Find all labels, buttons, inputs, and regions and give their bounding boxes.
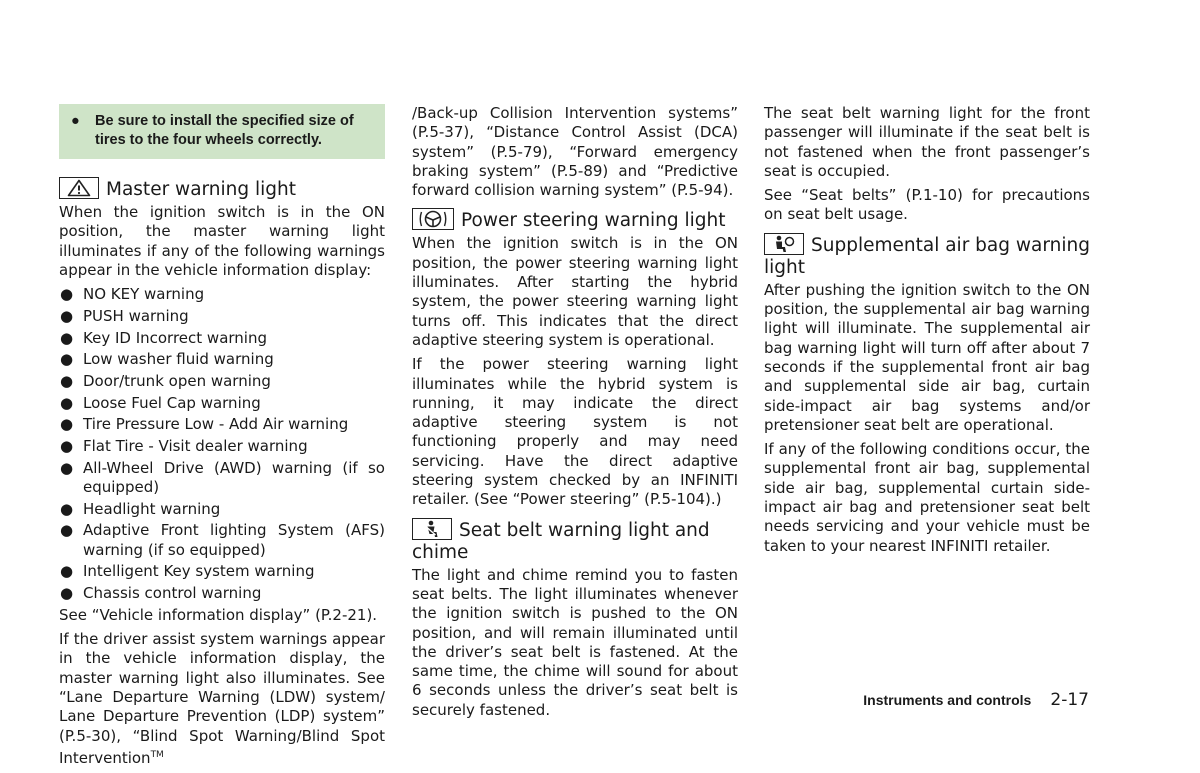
master-warning-intro: When the ignition switch is in the ON position, the master warning light illuminates if any of the following warnings appear in the vehicle information display: (59, 203, 385, 279)
power-steering-title: Power steering warning light (461, 210, 726, 232)
airbag-p2: If any of the following conditions occur, the supplemental front air bag, supplemental side air bag, supplemental curtain side-impact air bag and pretensioner seat belt needs servicing and your vehicle must be taken to your nearest INFINITI retailer. (764, 440, 1090, 555)
list-item: ● Low washer fluid warning (60, 350, 274, 369)
list-item: ● PUSH warning (60, 306, 189, 325)
master-warning-heading (59, 177, 385, 201)
power-steering-heading (412, 208, 738, 232)
page-footer (863, 690, 1089, 710)
page-number: 2-17 (1050, 690, 1089, 710)
list-item: ● Flat Tire - Visit dealer warning (60, 437, 308, 455)
airbag-title: Supplemental air bag warning light (764, 234, 1090, 278)
seatbelt-icon (412, 518, 452, 540)
list-item: ● Key ID Incorrect warning (60, 328, 267, 347)
power-steering-p2: If the power steering warning light illuminates while the hybrid system is running, it may indicate the direct adaptive steering system is not functioning properly and may need servicing. Have the direct adaptive steering system checked by an INFINITI retailer. (See “Power steering” (P.5-104).) (412, 355, 738, 509)
warning-list (59, 285, 385, 603)
list-item: ● Chassis control warning (60, 584, 262, 603)
note-text: Be sure to install the specified size of tires to the four wheels correctly. (95, 113, 354, 148)
column-3 (764, 104, 1090, 561)
section-title: Instruments and controls (863, 692, 1032, 708)
list-item: ● NO KEY warning (60, 285, 205, 304)
master-warning-title: Master warning light (106, 179, 297, 200)
power-steering-p1: When the ignition switch is in the ON position, the power steering warning light illuminates. After starting the hybrid system, the power steering warning light turns off. This indicates that the direct adaptive steering system is operational. (412, 234, 738, 349)
driver-assist-text: If the driver assist system warnings appear in the vehicle information display, the master warning light also illuminates. See “Lane Departure Warning (LDW) system/ Lane Departure Prevention (LDP) system” (P.5-30), “Blind Spot Warning/Blind Spot Intervention™ (59, 630, 385, 767)
column-1 (59, 104, 385, 773)
caution-note (59, 104, 385, 159)
driver-assist-continued: /Back-up Collision Intervention systems” (P.5-37), “Distance Control Assist (DCA) system” (P.5-79), “Forward emergency braking system” (P.5-89) and “Predictive forward collision warning system” (P.5-94). (412, 104, 738, 200)
airbag-p1: After pushing the ignition switch to the ON position, the supplemental air bag warning light will illuminate. The supplemental air bag warning light will turn off after about 7 seconds if the supplemental front air bag and supplemental side air bag, curtain side-impact air bag systems and/or pretensioner seat belt are operational. (764, 280, 1090, 434)
list-item: ● Headlight warning (60, 499, 221, 518)
airbag-heading (764, 233, 1090, 279)
seatbelt-p3: See “Seat belts” (P.1-10) for precautions on seat belt usage. (764, 186, 1090, 224)
trademark-superscript: TM (150, 749, 164, 760)
seatbelt-p2: The seat belt warning light for the front passenger will illuminate if the seat belt is not fastened when the front passenger’s seat is occupied. (764, 104, 1090, 180)
list-item: ● All-Wheel Drive (AWD) warning (if so equipped) (60, 458, 385, 496)
airbag-icon (764, 233, 804, 255)
see-vehicle-info: See “Vehicle information display” (P.2-21). (59, 605, 378, 624)
note-bullet: ● (71, 113, 80, 129)
list-item: ● Intelligent Key system warning (60, 562, 315, 581)
list-item: ● Loose Fuel Cap warning (60, 393, 261, 412)
list-item: ● Tire Pressure Low - Add Air warning (60, 415, 349, 434)
seatbelt-p1: The light and chime remind you to fasten seat belts. The light illuminates whenever the ignition switch is pushed to the ON position, and will remain illuminated until the driver’s seat belt is fastened. At the same time, the chime will sound for about 6 seconds unless the driver’s seat belt is securely fastened. (412, 565, 738, 719)
seatbelt-heading (412, 518, 738, 564)
warning-triangle-icon (59, 177, 99, 199)
seatbelt-title: Seat belt warning light and chime (412, 519, 710, 563)
column-2 (412, 104, 738, 725)
list-item: ● Adaptive Front lighting System (AFS) warning (if so equipped) (60, 521, 385, 559)
list-item: ● Door/trunk open warning (60, 371, 271, 390)
steering-wheel-icon (412, 208, 454, 230)
